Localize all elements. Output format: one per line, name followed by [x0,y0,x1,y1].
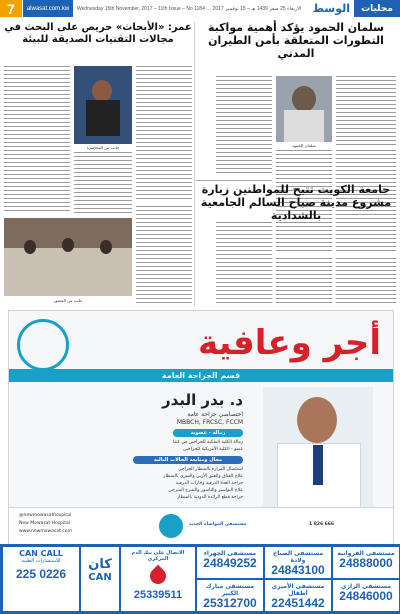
stethoscope-icon [17,319,69,371]
service-item: علاج البواسير والناسور والشرخ الشرجي [168,488,243,493]
fellowship-label: زمالة - عضوية [173,429,243,437]
can-call-box[interactable] [2,546,80,612]
article2-photo2 [4,218,132,296]
doctor-name: د. بدر البدر [162,391,243,409]
hospital-name: مستشفى المواساة الجديد [189,522,247,527]
article2-col2 [4,66,70,214]
article2-photo [74,66,132,144]
doctor-degrees: MBBCH, FRCSC, FCCM [176,419,243,426]
hospital-number: 24846000 [339,589,393,603]
can-brand-box [80,546,120,612]
page-header [0,0,400,17]
hospital-hotline[interactable] [264,579,332,612]
page-number: 7 [0,0,22,17]
article2-photo-caption: جانب من المحاضرة [86,145,120,150]
ad-title: أجر وعافية [197,323,381,363]
hospital-hotline[interactable] [264,546,332,579]
article2-col4 [136,206,192,304]
hospital-hotline[interactable] [332,579,400,612]
service-item: علاج الفتاق والفتق الأربي والسري بالمنظار [163,474,243,479]
service-item: جراحة الغدة الدرقية وجارات الدرقية [175,481,243,486]
article2-headline: عمر: «الأبحاث» حريص على البحث في مجالات التقنيات الصديقة للبيئة [4,22,192,45]
article2-col1 [136,66,192,202]
hospital-number: 25312700 [203,596,257,610]
can-call-number: 225 0226 [15,567,67,581]
phone-number[interactable]: 1 826 666 [309,522,335,527]
site-url[interactable]: alwasat.com.kw [23,0,73,17]
blood-bank-number: 25339511 [133,589,183,601]
date-line: Wednesday 15th November, 2017 – 11th Issue – No 1184 … الأربعاء 25 صفر 1439 هـ – 15 نوفمبر 2017 [77,5,302,12]
section-label: محليات [354,0,400,17]
website-link[interactable]: www.newmowasat.com [19,529,72,534]
article1-photo [276,76,332,142]
fellowship-item: زمالة الكلية الملكية للجراحين في كندا [172,440,243,445]
doctor-photo [263,387,373,507]
article1-headline: سلمان الحمود يؤكد أهمية مواكبة التطورات المتعلقة بأمن الطيران المدني [207,21,384,60]
fellowship-item: عضو - الكلية الأمريكية للجراحين [183,447,243,452]
article3-col3 [216,222,272,304]
social-handle[interactable]: @newmowasathospital [19,513,72,518]
article2-photo2-caption: جانب من الحضور [53,298,83,303]
blood-bank-title: الاتصال على بنك الدم المركزي [131,550,185,562]
service-item: استئصال المرارة بالمنظار الجراحي [177,467,243,472]
hospital-hotline[interactable] [196,579,264,612]
doctor-title: اختصاصي جراحة عامة [187,411,243,418]
hospital-number: 24849252 [203,556,257,570]
hospital-hotline[interactable] [332,546,400,579]
ad-footer [9,507,393,546]
hospital-name: مستشفى الرازي [341,583,391,590]
can-brand-arabic: كان [88,557,112,572]
hospital-name: مستشفى مبارك الكبير [205,583,255,597]
hospital-name: مستشفى الجهراء [203,550,257,557]
blood-drop-icon [147,565,170,588]
newspaper-logo: الوسط [312,2,350,15]
article3-headline: جامعة الكويت تتيح للمواطنين زيارة مشروع مدينة صباح السالم الجامعية بالشدادية [200,183,392,222]
article2-col3 [74,152,132,214]
services-label: مجال ومتابعة الحالات التالية [133,456,243,464]
hotline-strip [0,544,400,614]
divider [196,180,272,181]
column-divider [194,22,195,306]
can-call-title: CAN CALL [19,549,63,558]
blood-bank-box[interactable] [120,546,196,612]
hospital-number: 24843100 [271,563,325,577]
hospital-logo-icon [159,514,183,538]
ad-department-band: قسم الجراحة العامة [9,369,393,382]
article1-col4 [216,76,272,176]
article1-col1 [336,76,396,146]
hospital-hotline[interactable] [196,546,264,579]
article1-photo-caption: سلمان الحمود [292,143,316,148]
can-brand: CAN [88,572,112,583]
social-handle[interactable]: New Mowasat Hospital [19,521,70,526]
hospital-name: مستشفى الصباح ولادة [272,550,324,564]
hospital-name: مستشفى الأميري أطفال [271,583,325,597]
can-call-subtitle: للاستشارات الطبية [21,558,61,564]
service-item: جراحة قطع الزائدة الدودية بالمنظار [176,495,243,500]
article3-col2 [276,258,332,304]
article3-col1 [336,258,396,304]
hospital-name: مستشفى الفروانية [337,550,395,557]
hospital-advertisement[interactable] [8,310,394,546]
hospital-number: 22451442 [271,596,325,610]
hospital-number: 24888000 [339,556,393,570]
